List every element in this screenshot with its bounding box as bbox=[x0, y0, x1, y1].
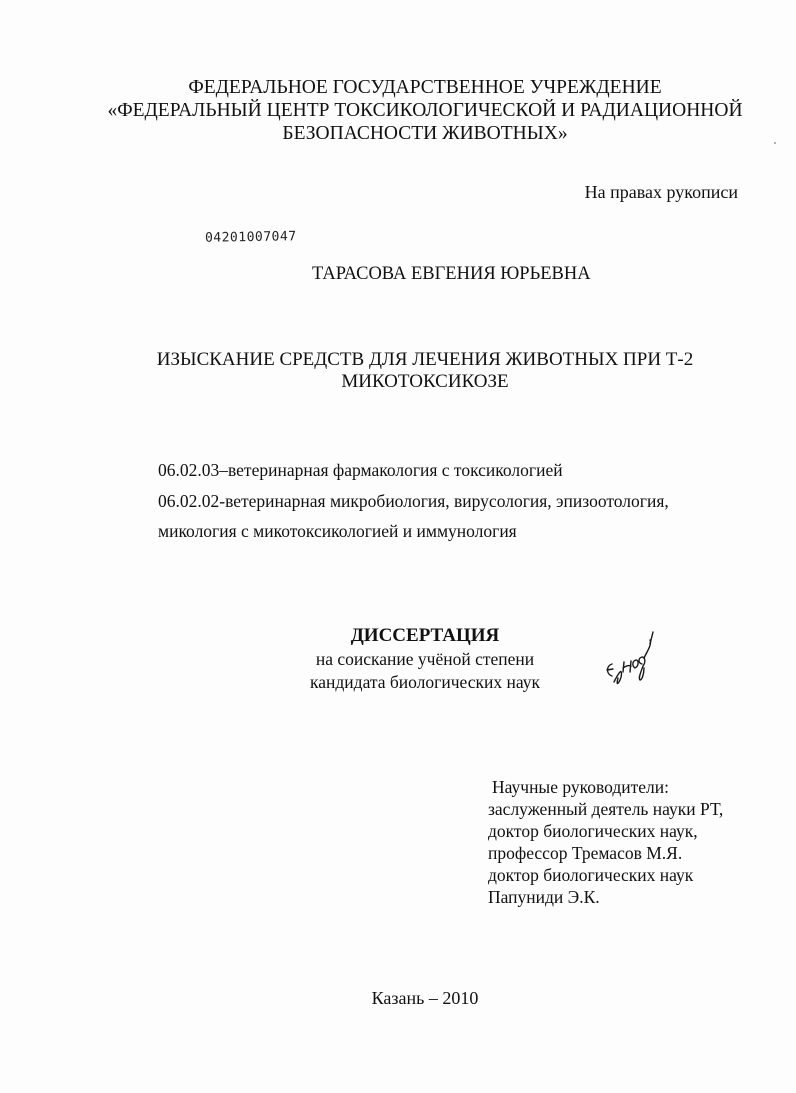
dissertation-title: ДИССЕРТАЦИЯ bbox=[350, 625, 500, 646]
supervisor-line-3: профессор Тремасов М.Я. bbox=[488, 843, 683, 863]
supervisors-block bbox=[488, 776, 778, 908]
supervisor-line-4: доктор биологических наук bbox=[488, 865, 694, 885]
scan-speck bbox=[774, 142, 776, 144]
institution-header bbox=[100, 76, 750, 145]
specialties-block bbox=[158, 455, 758, 547]
specialty-1: 06.02.03–ветеринарная фармакология с токсикологией bbox=[158, 460, 563, 480]
supervisors-heading: Научные руководители: bbox=[492, 777, 669, 797]
dissertation-block bbox=[255, 624, 595, 694]
thesis-title bbox=[100, 349, 750, 393]
dissertation-degree-line-1: на соискание учёной степени bbox=[315, 649, 535, 669]
city-year: Казань – 2010 bbox=[371, 988, 479, 1008]
thesis-title-line-1: ИЗЫСКАНИЕ СРЕДСТВ ДЛЯ ЛЕЧЕНИЯ ЖИВОТНЫХ ПРИ Т-2 bbox=[156, 349, 694, 370]
supervisor-line-5: Папуниди Э.К. bbox=[488, 887, 600, 907]
thesis-title-line-2: МИКОТОКСИКОЗЕ bbox=[341, 371, 509, 392]
institution-line-1: ФЕДЕРАЛЬНОЕ ГОСУДАРСТВЕННОЕ УЧРЕЖДЕНИЕ bbox=[188, 77, 662, 98]
author-name: ТАРАСОВА ЕВГЕНИЯ ЮРЬЕВНА bbox=[312, 264, 591, 284]
rights-note: На правах рукописи bbox=[584, 182, 738, 202]
specialty-2-line-2: микология с микотоксикологией и иммунология bbox=[158, 521, 517, 541]
supervisor-line-2: доктор биологических наук, bbox=[488, 821, 698, 841]
institution-line-2: «ФЕДЕРАЛЬНЫЙ ЦЕНТР ТОКСИКОЛОГИЧЕСКОЙ И РАДИАЦИОННОЙ bbox=[107, 100, 743, 121]
supervisor-line-1: заслуженный деятель науки РТ, bbox=[488, 799, 724, 819]
specialty-2-line-1: 06.02.02-ветеринарная микробиология, вирусология, эпизоотология, bbox=[158, 490, 669, 511]
institution-line-3: БЕЗОПАСНОСТИ ЖИВОТНЫХ» bbox=[282, 123, 568, 144]
handwritten-signature bbox=[598, 628, 668, 708]
serial-number-stamp: 04201007047 bbox=[204, 229, 297, 246]
dissertation-degree-line-2: кандидата биологических наук bbox=[310, 672, 540, 692]
